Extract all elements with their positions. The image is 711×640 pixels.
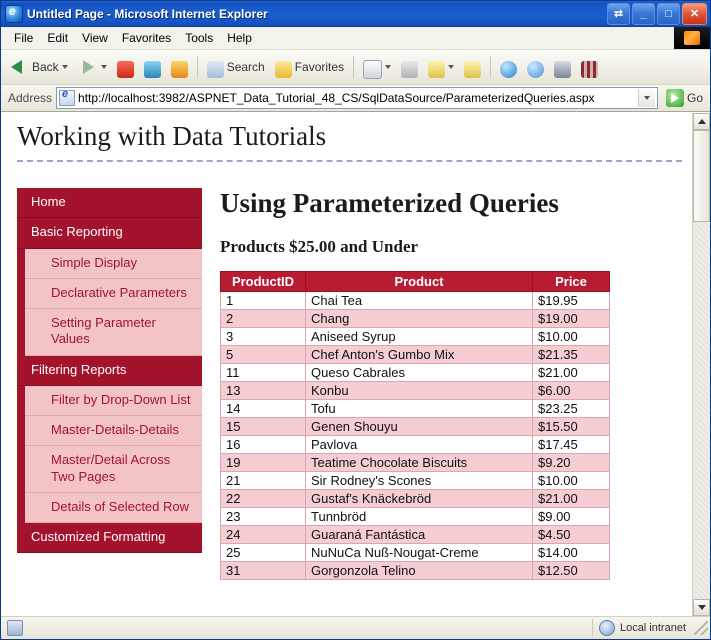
- minimize-button[interactable]: _: [632, 3, 655, 25]
- cell-product: Teatime Chocolate Biscuits: [306, 454, 533, 472]
- mail-icon: [363, 60, 382, 79]
- sidebar-item-details-of-selected-row[interactable]: Details of Selected Row: [25, 493, 202, 523]
- edit-page-icon: [428, 61, 445, 78]
- table-row: [221, 292, 610, 310]
- star-icon: [275, 61, 292, 78]
- cell-price: $9.20: [533, 454, 610, 472]
- table-row: [221, 346, 610, 364]
- table-row: [221, 436, 610, 454]
- table-row: [221, 544, 610, 562]
- menu-favorites[interactable]: Favorites: [121, 31, 172, 45]
- status-bar: [1, 616, 710, 639]
- cell-product: Guaraná Fantástica: [306, 526, 533, 544]
- status-page-icon: [7, 620, 23, 636]
- printer-icon: [401, 61, 418, 78]
- products-table-body: [221, 292, 610, 580]
- cell-price: $21.00: [533, 490, 610, 508]
- cell-productid: 5: [221, 346, 306, 364]
- cell-productid: 14: [221, 400, 306, 418]
- cell-product: Chai Tea: [306, 292, 533, 310]
- cell-price: $23.25: [533, 400, 610, 418]
- notes-icon: [464, 61, 481, 78]
- discuss-button[interactable]: [460, 57, 485, 78]
- edit-dropdown-icon[interactable]: [448, 65, 454, 69]
- table-row: [221, 382, 610, 400]
- window-controls: [607, 3, 707, 25]
- cell-productid: 16: [221, 436, 306, 454]
- toolbar-separator-2: [353, 56, 354, 78]
- sidebar-item-home[interactable]: Home: [17, 188, 202, 218]
- ie-page-icon: [5, 5, 23, 23]
- page-viewport: [1, 112, 710, 616]
- column-header-price: Price: [533, 272, 610, 292]
- scroll-up-button[interactable]: [693, 113, 710, 130]
- scrollbar-track[interactable]: [693, 130, 710, 599]
- cell-price: $4.50: [533, 526, 610, 544]
- page-title: Using Parameterized Queries: [220, 188, 559, 218]
- cell-product: Konbu: [306, 382, 533, 400]
- cell-productid: 1: [221, 292, 306, 310]
- search-button[interactable]: [203, 57, 269, 78]
- page-document: [1, 113, 692, 616]
- column-header-productid: ProductID: [221, 272, 306, 292]
- cell-price: $9.00: [533, 508, 610, 526]
- media-icon: [554, 61, 571, 78]
- column-header-product: Product: [306, 272, 533, 292]
- cell-product: Tofu: [306, 400, 533, 418]
- cell-price: $21.35: [533, 346, 610, 364]
- forward-dropdown-icon[interactable]: [101, 65, 107, 69]
- security-zone-label: Local intranet: [619, 622, 686, 634]
- table-row: [221, 526, 610, 544]
- mail-button[interactable]: [359, 56, 395, 79]
- table-row: [221, 418, 610, 436]
- sidebar-group-filtering-reports: [17, 386, 202, 523]
- menu-bar: [1, 27, 710, 50]
- edit-button[interactable]: [424, 57, 458, 78]
- messenger-button[interactable]: [496, 57, 521, 78]
- cell-productid: 19: [221, 454, 306, 472]
- stop-button[interactable]: [113, 57, 138, 78]
- grid-icon: [581, 61, 598, 78]
- table-row: [221, 472, 610, 490]
- msn-button[interactable]: [523, 57, 548, 78]
- site-title: Working with Data Tutorials: [17, 121, 327, 151]
- research-button[interactable]: [577, 57, 602, 78]
- cell-price: $10.00: [533, 328, 610, 346]
- table-row: [221, 490, 610, 508]
- favorites-button-label: Favorites: [294, 60, 345, 74]
- table-row: [221, 508, 610, 526]
- cell-price: $12.50: [533, 562, 610, 580]
- intranet-zone-icon: [599, 620, 615, 636]
- close-button[interactable]: ✕: [682, 3, 707, 25]
- print-button[interactable]: [397, 57, 422, 78]
- restore-group-button[interactable]: ⮂: [607, 3, 630, 25]
- title-bar: [1, 1, 710, 27]
- ie-logo-icon: [674, 27, 710, 49]
- cell-productid: 23: [221, 508, 306, 526]
- resize-grip[interactable]: [694, 621, 708, 635]
- back-dropdown-icon[interactable]: [62, 65, 68, 69]
- cell-price: $21.00: [533, 364, 610, 382]
- sidebar-item-declarative-parameters[interactable]: Declarative Parameters: [25, 279, 202, 309]
- cell-product: Gustaf's Knäckebröd: [306, 490, 533, 508]
- menu-help[interactable]: Help: [227, 31, 252, 45]
- cell-product: Aniseed Syrup: [306, 328, 533, 346]
- sidebar-item-setting-parameter-values[interactable]: Setting Parameter Values: [25, 309, 202, 356]
- toolbar-separator-3: [490, 56, 491, 78]
- cell-productid: 21: [221, 472, 306, 490]
- cell-productid: 15: [221, 418, 306, 436]
- cell-price: $6.00: [533, 382, 610, 400]
- address-input[interactable]: [56, 87, 658, 109]
- search-icon: [207, 61, 224, 78]
- browser-toolbar: [1, 50, 710, 85]
- cell-price: $19.00: [533, 310, 610, 328]
- sidebar-item-master-detail-across-two-pages[interactable]: Master/Detail Across Two Pages: [25, 446, 202, 493]
- products-table: [220, 271, 610, 580]
- refresh-button[interactable]: [140, 57, 165, 78]
- cell-productid: 24: [221, 526, 306, 544]
- cell-product: Pavlova: [306, 436, 533, 454]
- back-arrow-icon: [9, 57, 29, 77]
- scroll-down-button[interactable]: [693, 599, 710, 616]
- back-button[interactable]: [5, 55, 72, 79]
- sidebar-group-basic-reporting: [17, 249, 202, 356]
- address-bar: [1, 85, 710, 112]
- sidebar-item-filtering-reports[interactable]: Filtering Reports: [17, 356, 202, 386]
- toolbar-separator: [197, 56, 198, 78]
- globe-icon: [500, 61, 517, 78]
- cell-price: $14.00: [533, 544, 610, 562]
- go-button-label: Go: [686, 91, 703, 105]
- status-message: [3, 620, 592, 636]
- sidebar-item-basic-reporting[interactable]: Basic Reporting: [17, 218, 202, 248]
- sidebar-item-customized-formatting[interactable]: Customized Formatting: [17, 523, 202, 553]
- home-icon: [171, 61, 188, 78]
- sidebar-item-master-details-details[interactable]: Master-Details-Details: [25, 416, 202, 446]
- sidebar-item-simple-display[interactable]: Simple Display: [25, 249, 202, 279]
- cell-product: Sir Rodney's Scones: [306, 472, 533, 490]
- cell-product: Gorgonzola Telino: [306, 562, 533, 580]
- menu-tools[interactable]: Tools: [185, 31, 214, 45]
- sidebar-item-filter-by-drop-down-list[interactable]: Filter by Drop-Down List: [25, 386, 202, 416]
- scrollbar-thumb[interactable]: [693, 130, 710, 222]
- window-title: Untitled Page - Microsoft Internet Explorer: [27, 7, 268, 21]
- mail-dropdown-icon[interactable]: [385, 65, 391, 69]
- cell-productid: 11: [221, 364, 306, 382]
- msn-icon: [527, 61, 544, 78]
- cell-product: Genen Shouyu: [306, 418, 533, 436]
- sidebar-nav: [17, 188, 202, 580]
- menu-file[interactable]: File: [14, 31, 34, 45]
- refresh-icon: [144, 61, 161, 78]
- cell-productid: 31: [221, 562, 306, 580]
- go-arrow-icon: [666, 89, 684, 107]
- table-row: [221, 364, 610, 382]
- media-button[interactable]: [550, 57, 575, 78]
- cell-productid: 13: [221, 382, 306, 400]
- cell-productid: 22: [221, 490, 306, 508]
- main-content: [220, 188, 682, 580]
- forward-button[interactable]: [74, 55, 111, 79]
- address-dropdown-button[interactable]: [638, 89, 655, 107]
- forward-arrow-icon: [78, 57, 98, 77]
- menu-view[interactable]: View: [82, 31, 108, 45]
- security-zone[interactable]: [592, 619, 694, 637]
- cell-price: $19.95: [533, 292, 610, 310]
- home-button[interactable]: [167, 57, 192, 78]
- cell-productid: 25: [221, 544, 306, 562]
- table-row: [221, 562, 610, 580]
- table-header-row: [221, 272, 610, 292]
- cell-price: $10.00: [533, 472, 610, 490]
- cell-price: $17.45: [533, 436, 610, 454]
- cell-product: Chef Anton's Gumbo Mix: [306, 346, 533, 364]
- address-label: Address: [8, 91, 53, 105]
- page-favicon-icon: [59, 90, 75, 106]
- cell-product: Tunnbröd: [306, 508, 533, 526]
- table-row: [221, 454, 610, 472]
- cell-product: Queso Cabrales: [306, 364, 533, 382]
- cell-product: NuNuCa Nuß-Nougat-Creme: [306, 544, 533, 562]
- cell-product: Chang: [306, 310, 533, 328]
- table-row: [221, 328, 610, 346]
- menu-edit[interactable]: Edit: [47, 31, 69, 45]
- favorites-button[interactable]: [271, 57, 348, 78]
- address-url-text: http://localhost:3982/ASPNET_Data_Tutorial_48_CS/SqlDataSource/ParameterizedQueries.aspx: [78, 91, 595, 105]
- cell-price: $15.50: [533, 418, 610, 436]
- page-subtitle: Products $25.00 and Under: [220, 237, 419, 256]
- stop-icon: [117, 61, 134, 78]
- vertical-scrollbar[interactable]: [692, 113, 710, 616]
- cell-productid: 2: [221, 310, 306, 328]
- cell-productid: 3: [221, 328, 306, 346]
- table-row: [221, 400, 610, 418]
- go-button[interactable]: [662, 89, 707, 107]
- back-button-label: Back: [32, 60, 59, 74]
- maximize-button[interactable]: □: [657, 3, 680, 25]
- search-button-label: Search: [226, 60, 265, 74]
- table-row: [221, 310, 610, 328]
